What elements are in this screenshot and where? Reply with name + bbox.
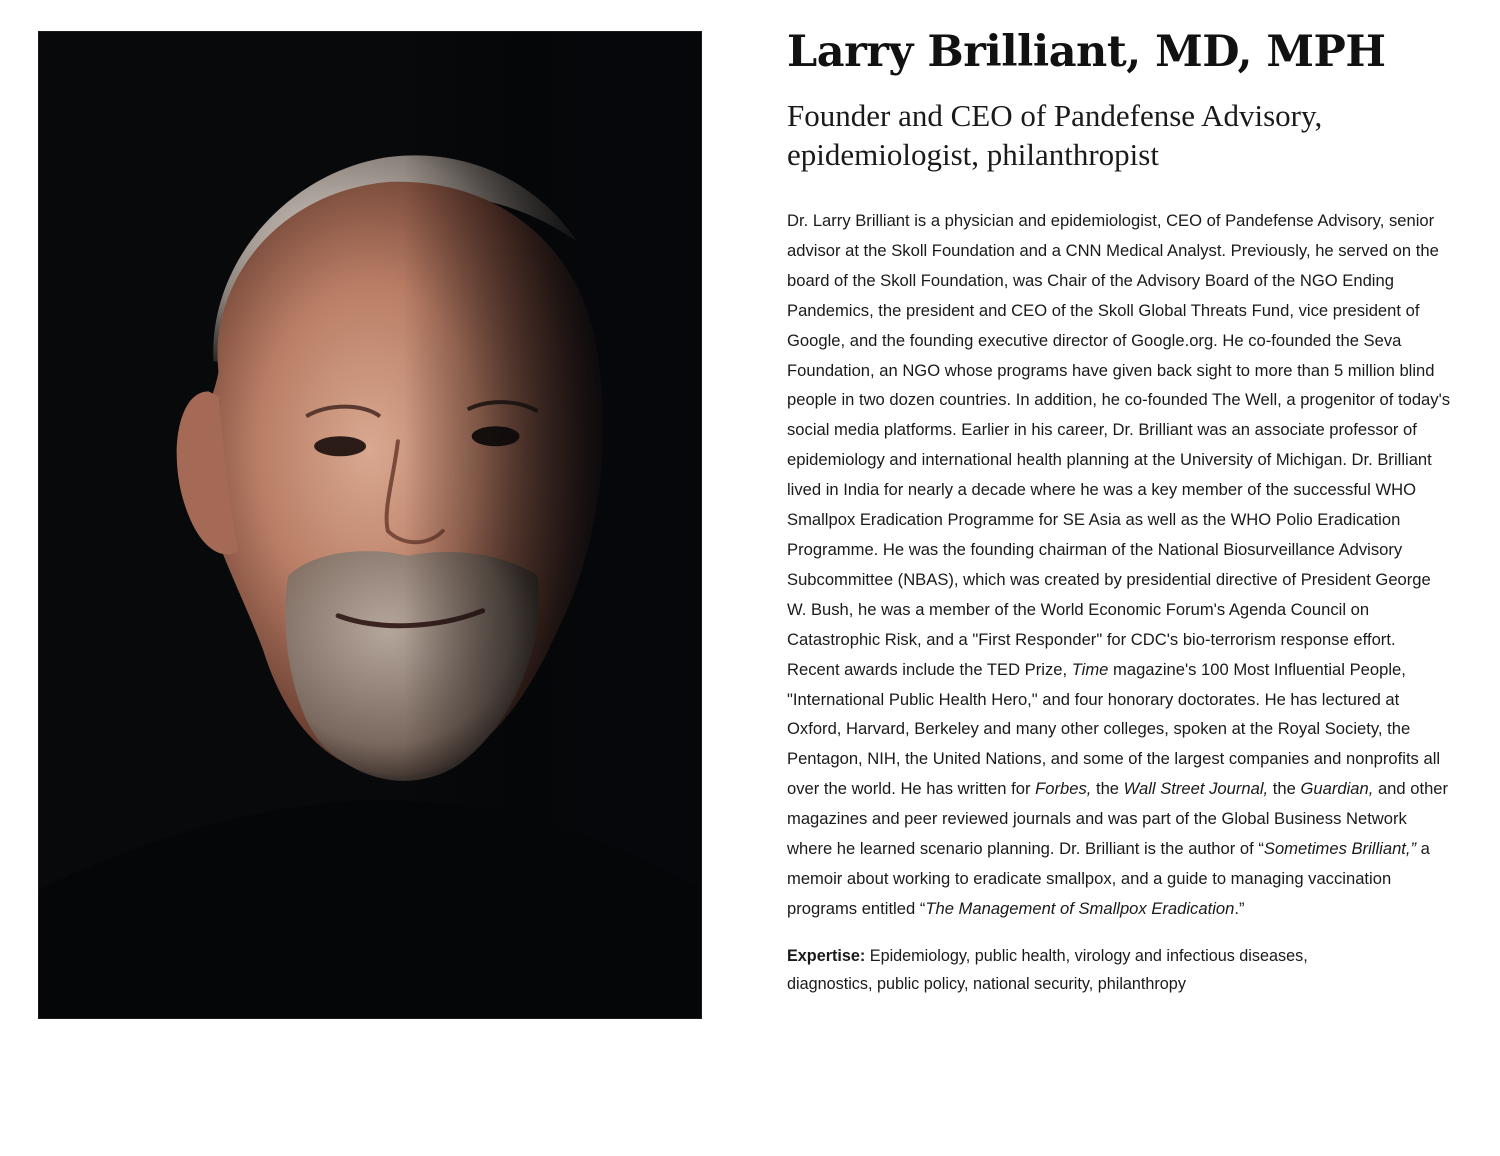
- bio-italic-text: Wall Street Journal,: [1123, 779, 1269, 799]
- bio-italic-text: The Management of Smallpox Eradication: [925, 898, 1235, 918]
- bio-italic-text: Guardian,: [1300, 779, 1374, 799]
- bio-italic-text: Sometimes Brilliant,”: [1263, 839, 1417, 859]
- title-line-2: epidemiologist, philanthropist: [787, 137, 1159, 172]
- person-name: Larry Brilliant, MD, MPH: [787, 27, 1386, 77]
- bio-text: the: [1268, 779, 1301, 799]
- title-line-1: Founder and CEO of Pandefense Advisory,: [787, 98, 1323, 133]
- portrait-illustration: [39, 32, 701, 1018]
- person-title: [787, 96, 1347, 174]
- bio-text: .”: [1234, 898, 1245, 918]
- profile-photo: [38, 31, 702, 1019]
- profile-content: [787, 24, 1457, 998]
- bio-italic-text: Forbes,: [1035, 779, 1092, 799]
- expertise-value: Epidemiology, public health, virology and infectious diseases, diagnostics, public policy, national security, philanthropy: [787, 946, 1308, 993]
- expertise-label: Expertise:: [787, 946, 866, 965]
- bio-paragraph: [787, 206, 1452, 924]
- expertise-section: [787, 942, 1387, 998]
- bio-text: the: [1091, 779, 1124, 799]
- bio-italic-text: Time: [1071, 659, 1109, 679]
- bio-text: a memoir about working to eradicate smallpox, and a guide to managing vaccination programs entitled “: [787, 839, 1430, 918]
- bio-text: magazine's 100 Most Influential People, "International Public Health Hero," and four honorary doctorates. He has lectured at Oxford, Harvard, Berkeley and many other colleges, spoken at the Royal Society, the Pentagon, NIH, the United Nations, and some of the largest companies and nonprofits all over the world. He has written for: [787, 659, 1441, 799]
- bio-text: and other magazines and peer reviewed journals and was part of the Global Business Network where he learned scenario planning. Dr. Brilliant is the author of “: [787, 779, 1449, 859]
- bio-text: Dr. Larry Brilliant is a physician and epidemiologist, CEO of Pandefense Advisory, senior advisor at the Skoll Foundation and a CNN Medical Analyst. Previously, he served on the board of the Skoll Foundation, was Chair of the Advisory Board of the NGO Ending Pandemics, the president and CEO of the Skoll Global Threats Fund, vice president of Google, and the founding executive director of Google.org. He co-founded the Seva Foundation, an NGO whose programs have given back sight to more than 5 million blind people in two dozen countries. In addition, he co-founded The Well, a progenitor of today's social media platforms. Earlier in his career, Dr. Brilliant was an associate professor of epidemiology and international health planning at the University of Michigan. Dr. Brilliant lived in India for nearly a decade where he was a key member of the successful WHO Smallpox Eradication Programme for SE Asia as well as the WHO Polio Eradication Programme. He was the founding chairman of the National Biosurveillance Advisory Subcommittee (NBAS), which was created by presidential directive of President George W. Bush, he was a member of the World Economic Forum's Agenda Council on Catastrophic Risk, and a "First Responder" for CDC's bio-terrorism response effort. Recent awards include the TED Prize,: [787, 211, 1451, 679]
